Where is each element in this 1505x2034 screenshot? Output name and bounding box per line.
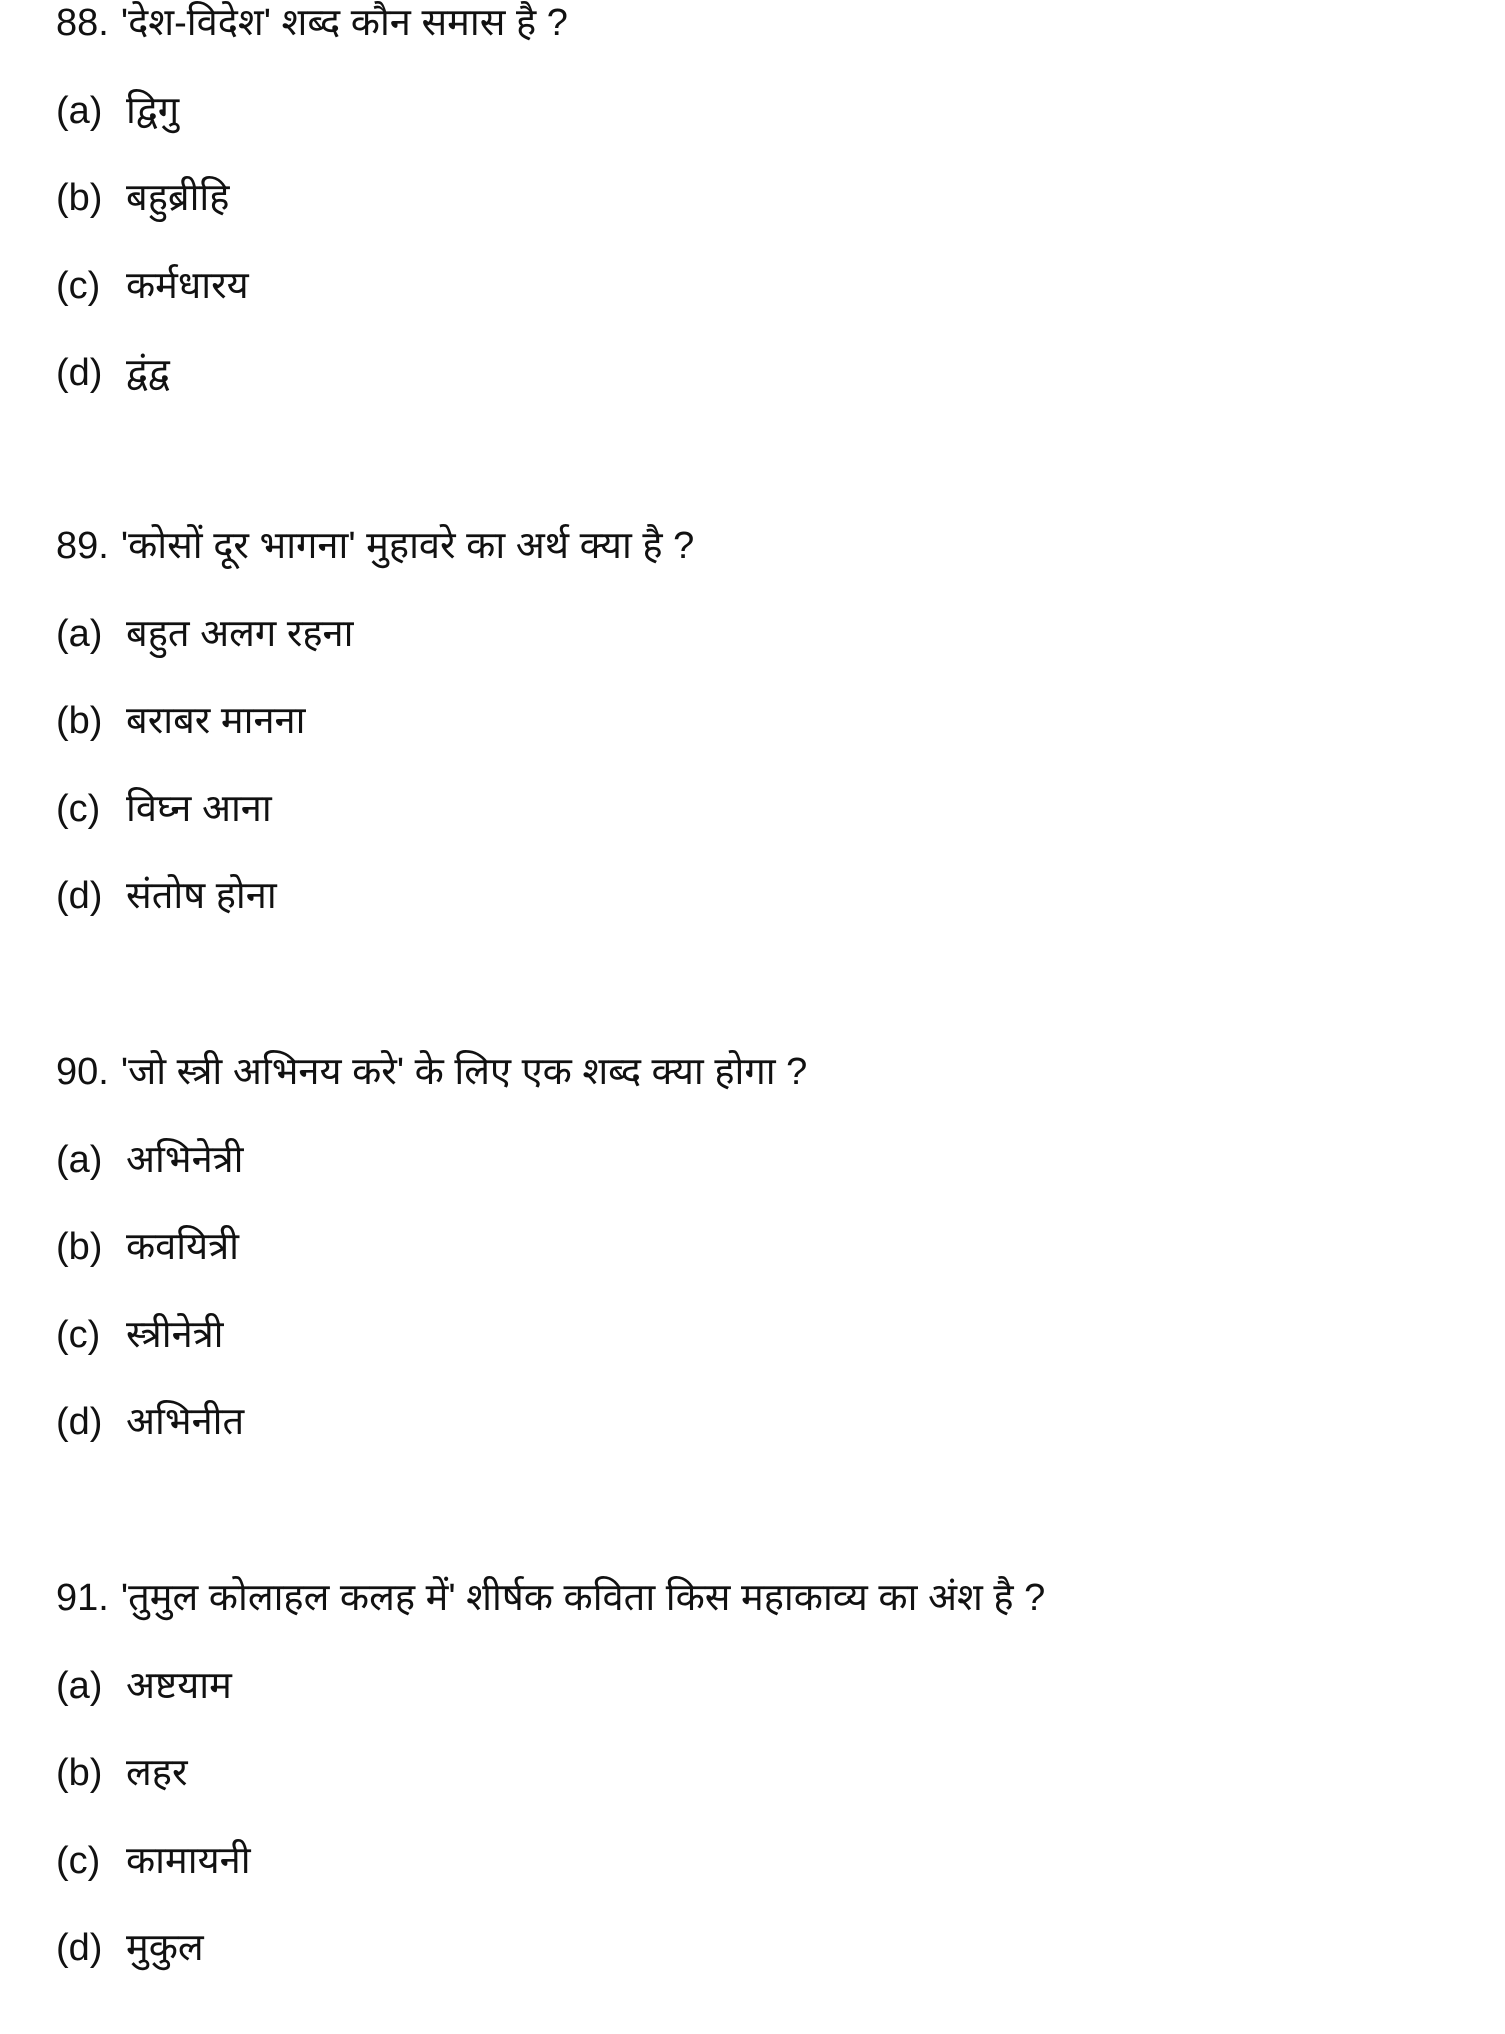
option-text: बहुब्रीहि — [126, 177, 230, 219]
option-text: कवयित्री — [126, 1226, 240, 1268]
option-letter: (a) — [56, 90, 103, 132]
question-text — [56, 4, 568, 42]
question-text — [56, 527, 694, 565]
question-body: 'जो स्त्री अभिनय करे' के लिए एक शब्द क्या होगा ? — [120, 1051, 808, 1093]
question-body: 'कोसों दूर भागना' मुहावरे का अर्थ क्या है ? — [120, 525, 695, 567]
option-letter: (c) — [56, 265, 101, 307]
option-a — [56, 615, 354, 653]
option-letter: (a) — [56, 1665, 103, 1707]
question-number: 88. — [56, 2, 109, 44]
option-text: द्विगु — [126, 90, 180, 132]
option-letter: (c) — [56, 788, 101, 830]
option-letter: (a) — [56, 613, 103, 655]
option-text: बराबर मानना — [126, 700, 306, 742]
option-c — [56, 1316, 224, 1354]
option-d — [56, 877, 277, 915]
option-text: स्त्रीनेत्री — [126, 1314, 224, 1356]
option-text: कर्मधारय — [126, 265, 249, 307]
option-text: अष्टयाम — [126, 1665, 232, 1707]
option-a — [56, 1667, 232, 1705]
question-text — [56, 1579, 1045, 1617]
option-d — [56, 354, 170, 392]
question-body: 'देश-विदेश' शब्द कौन समास है ? — [120, 2, 568, 44]
option-d — [56, 1403, 244, 1441]
option-letter: (b) — [56, 700, 103, 742]
option-letter: (b) — [56, 1226, 103, 1268]
question-number: 90. — [56, 1051, 109, 1093]
option-text: मुकुल — [126, 1927, 204, 1969]
question-number: 89. — [56, 525, 109, 567]
option-a — [56, 1141, 244, 1179]
question-number: 91. — [56, 1577, 109, 1619]
option-b — [56, 1754, 187, 1792]
option-b — [56, 702, 305, 740]
option-b — [56, 179, 229, 217]
option-text: द्वंद्व — [126, 352, 170, 394]
option-text: विघ्न आना — [126, 788, 272, 830]
option-letter: (d) — [56, 875, 103, 917]
option-b — [56, 1228, 239, 1266]
option-letter: (a) — [56, 1139, 103, 1181]
option-text: कामायनी — [126, 1840, 251, 1882]
option-c — [56, 1842, 251, 1880]
option-c — [56, 790, 272, 828]
option-text: अभिनेत्री — [126, 1139, 244, 1181]
option-text: लहर — [126, 1752, 188, 1794]
option-text: अभिनीत — [126, 1401, 245, 1443]
option-d — [56, 1929, 204, 1967]
option-text: संतोष होना — [126, 875, 277, 917]
option-letter: (b) — [56, 177, 103, 219]
option-letter: (c) — [56, 1314, 101, 1356]
option-letter: (c) — [56, 1840, 101, 1882]
option-text: बहुत अलग रहना — [126, 613, 354, 655]
option-letter: (d) — [56, 352, 103, 394]
option-letter: (d) — [56, 1927, 103, 1969]
option-c — [56, 267, 249, 305]
question-text — [56, 1053, 807, 1091]
option-a — [56, 92, 179, 130]
option-letter: (b) — [56, 1752, 103, 1794]
question-body: 'तुमुल कोलाहल कलह में' शीर्षक कविता किस महाकाव्य का अंश है ? — [120, 1577, 1046, 1619]
option-letter: (d) — [56, 1401, 103, 1443]
